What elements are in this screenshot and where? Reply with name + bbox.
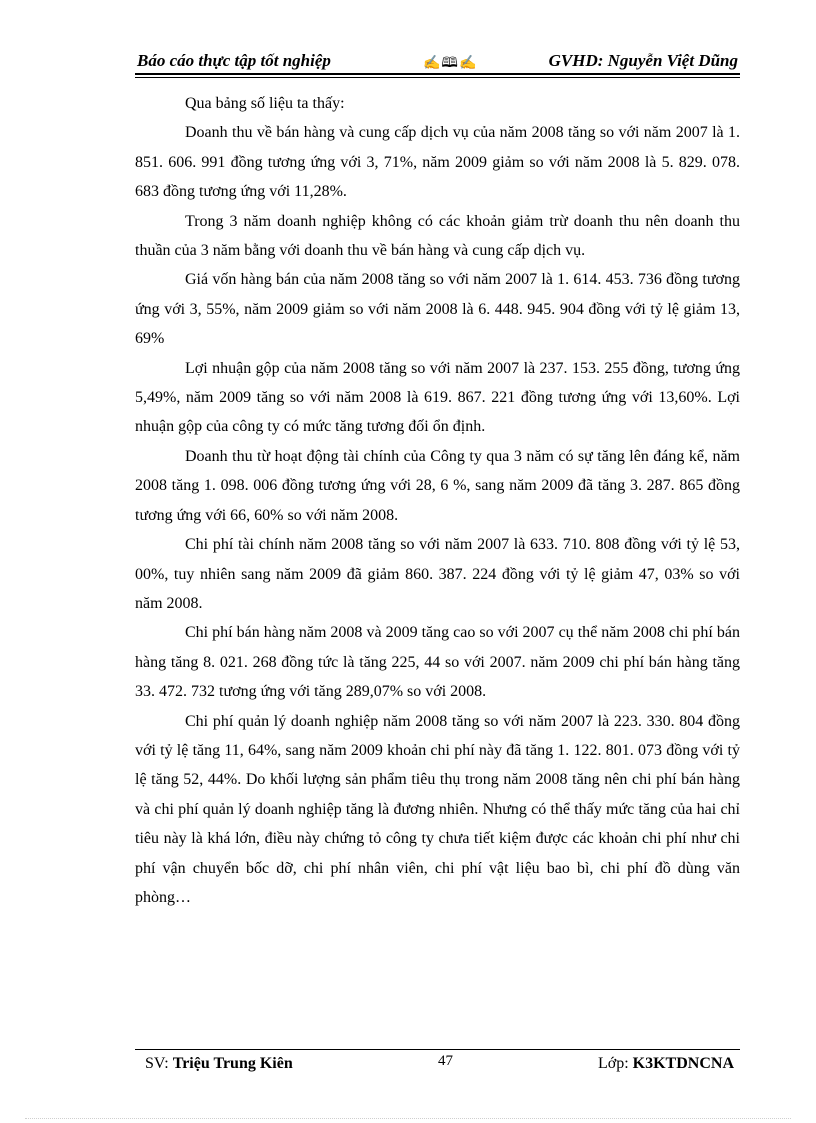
paragraph-selling-expense: Chi phí bán hàng năm 2008 và 2009 tăng cao so với 2007 cụ thể năm 2008 chi phí bán hàng tăng 8. 021. 268 đồng tức là tăng 225, 44 so với 2007. năm 2009 chi phí bán hàng tăng 33. 472. 732 tương ứng với tăng 289,07% so với 2008. (135, 624, 740, 701)
document-body (135, 89, 740, 912)
footer-student-name: Triệu Trung Kiên (172, 1055, 293, 1072)
page-footer (135, 1053, 740, 1077)
paragraph-gross-profit: Lợi nhuận gộp của năm 2008 tăng so với năm 2007 là 237. 153. 255 đồng, tương ứng 5,49%, năm 2009 tăng so với năm 2008 là 619. 867. 221 đồng tương ứng với 13,60%. Lợi nhuận gộp của công ty có mức tăng tương đối ổn định. (135, 359, 740, 436)
header-report-title: Báo cáo thực tập tốt nghiệp (137, 51, 331, 70)
header-rule (135, 73, 740, 75)
paragraph-cogs: Giá vốn hàng bán của năm 2008 tăng so với năm 2007 là 1. 614. 453. 736 đồng tương ứng với 3, 55%, năm 2009 giảm so với năm 2008 là 6. 448. 945. 904 đồng với tỷ lệ giảm 13, 69% (135, 271, 740, 348)
page-header (135, 48, 740, 74)
footer-student (145, 1055, 293, 1073)
paragraph-admin-expense: Chi phí quản lý doanh nghiệp năm 2008 tăng so với năm 2007 là 223. 330. 804 đồng với tỷ lệ tăng 11, 64%, sang năm 2009 khoản chi phí này đã tăng 1. 122. 801. 073 đồng với tỷ lệ tăng 52, 44%. Do khối lượng sản phẩm tiêu thụ trong năm 2008 tăng nên chi phí bán hàng và chi phí quản lý doanh nghiệp tăng là đương nhiên. Nhưng có thể thấy mức tăng của hai chỉ tiêu này là khá lớn, điều này chứng tỏ công ty chưa tiết kiệm được các khoản chi phí như chi phí vận chuyển bốc dỡ, chi phí nhân viên, chi phí vật liệu bao bì, chi phí đồ dùng văn phòng… (135, 712, 740, 906)
footer-rule (135, 1049, 740, 1050)
footer-student-label: SV: (145, 1055, 173, 1072)
footer-class-value: K3KTDNCNA (632, 1055, 734, 1072)
paragraph-financial-revenue: Doanh thu từ hoạt động tài chính của Công ty qua 3 năm có sự tăng lên đáng kể, năm 2008 tăng 1. 098. 006 đồng tương ứng với 28, 6 %, sang năm 2009 đã tăng 3. 287. 865 đồng tương ứng với 66, 60% so với năm 2008. (135, 447, 740, 524)
paragraph-intro: Qua bảng số liệu ta thấy: (185, 95, 345, 112)
paragraph-revenue: Doanh thu về bán hàng và cung cấp dịch vụ của năm 2008 tăng so với năm 2007 là 1. 851. 606. 991 đồng tương ứng với 3, 71%, năm 2009 giảm so với năm 2008 là 5. 829. 078. 683 đồng tương ứng với 11,28%. (135, 124, 740, 201)
header-advisor: GVHD: Nguyễn Việt Dũng (548, 51, 738, 70)
footer-class (598, 1055, 734, 1073)
paragraph-financial-expense: Chi phí tài chính năm 2008 tăng so với năm 2007 là 633. 710. 808 đồng với tỷ lệ 53, 00%, tuy nhiên sang năm 2009 đã giảm 860. 387. 224 đồng với tỷ lệ giảm 47, 03% so với năm 2008. (135, 536, 740, 612)
header-ornament-icon: ✍🕮✍ (423, 56, 478, 71)
footer-class-label: Lớp: (597, 1055, 633, 1072)
bottom-dotted-border (25, 1118, 791, 1119)
page-number: 47 (438, 1053, 453, 1069)
header-rule-thin (135, 77, 740, 78)
paragraph-deductions: Trong 3 năm doanh nghiệp không có các khoản giảm trừ doanh thu nên doanh thu thuần của 3 năm bằng với doanh thu về bán hàng và cung cấp dịch vụ. (135, 212, 740, 260)
